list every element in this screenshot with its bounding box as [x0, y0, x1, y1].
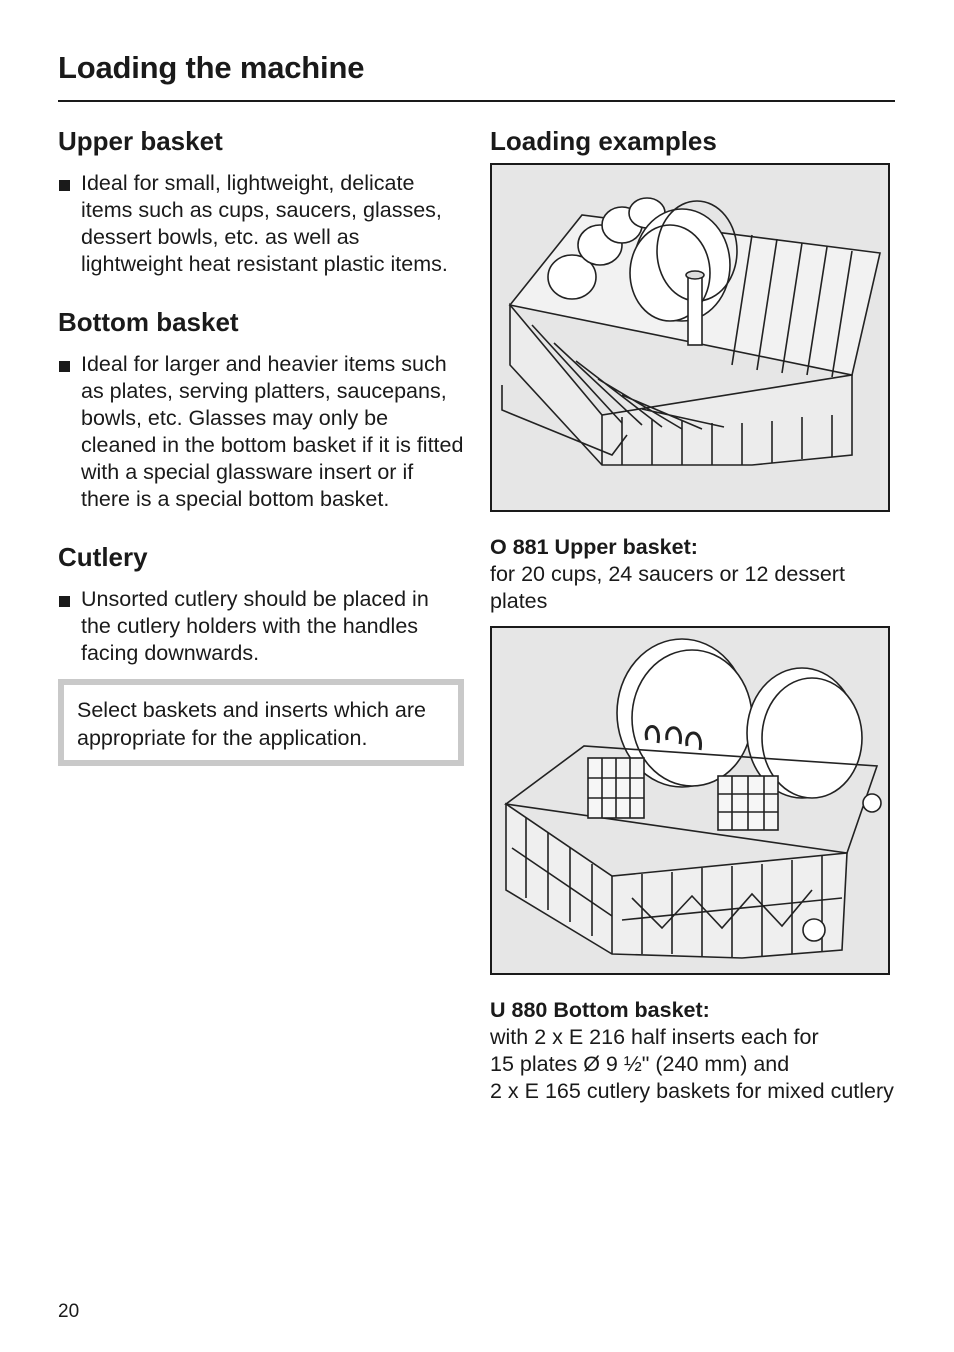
bottom-basket-caption-title: U 880 Bottom basket: — [490, 998, 710, 1022]
upper-basket-drawing — [492, 165, 888, 510]
bottom-basket-caption-line-1: with 2 x E 216 half inserts each for — [490, 1025, 819, 1049]
bottom-basket-caption-line-3: 2 x E 165 cutlery baskets for mixed cutlery — [490, 1079, 894, 1103]
loading-examples-heading: Loading examples — [490, 126, 717, 156]
upper-basket-caption-title: O 881 Upper basket: — [490, 535, 698, 559]
upper-basket-caption-text: for 20 cups, 24 saucers or 12 dessert plates — [490, 562, 845, 613]
title-rule — [58, 100, 895, 102]
bottom-basket-illustration — [490, 626, 890, 975]
upper-basket-bullet — [58, 170, 464, 278]
cutlery-section — [58, 540, 464, 667]
cutlery-bullet — [58, 586, 464, 667]
bottom-basket-caption-line-2: 15 plates Ø 9 ½" (240 mm) and — [490, 1052, 790, 1076]
bottom-basket-heading: Bottom basket — [58, 307, 239, 337]
bottom-basket-text: Ideal for larger and heavier items such as plates, serving platters, saucepans, bowls, etc. Glasses may only be cleaned in the bottom basket if it is fitted with a special glassware insert or if there is a special bottom basket. — [81, 352, 464, 511]
page-title: Loading the machine — [58, 50, 365, 85]
upper-basket-text: Ideal for small, lightweight, delicate items such as cups, saucers, glasses, dessert bowls, etc. as well as lightweight heat resistant plastic items. — [81, 171, 448, 276]
cutlery-heading: Cutlery — [58, 542, 148, 572]
bottom-basket-drawing — [492, 628, 888, 973]
page-number: 20 — [58, 1301, 80, 1322]
bullet-square-icon — [59, 596, 70, 607]
note-box: Select baskets and inserts which are appropriate for the application. — [58, 679, 464, 766]
bullet-square-icon — [59, 361, 70, 372]
bottom-basket-section — [58, 305, 464, 513]
upper-basket-illustration — [490, 163, 890, 512]
left-column — [58, 124, 464, 766]
upper-basket-caption — [490, 534, 896, 615]
upper-basket-section — [58, 124, 464, 278]
cutlery-text: Unsorted cutlery should be placed in the cutlery holders with the handles facing downwards. — [81, 587, 429, 665]
bullet-square-icon — [59, 180, 70, 191]
right-column — [490, 124, 896, 1105]
bottom-basket-bullet — [58, 351, 464, 513]
bottom-basket-caption — [490, 997, 896, 1105]
upper-basket-heading: Upper basket — [58, 126, 223, 156]
